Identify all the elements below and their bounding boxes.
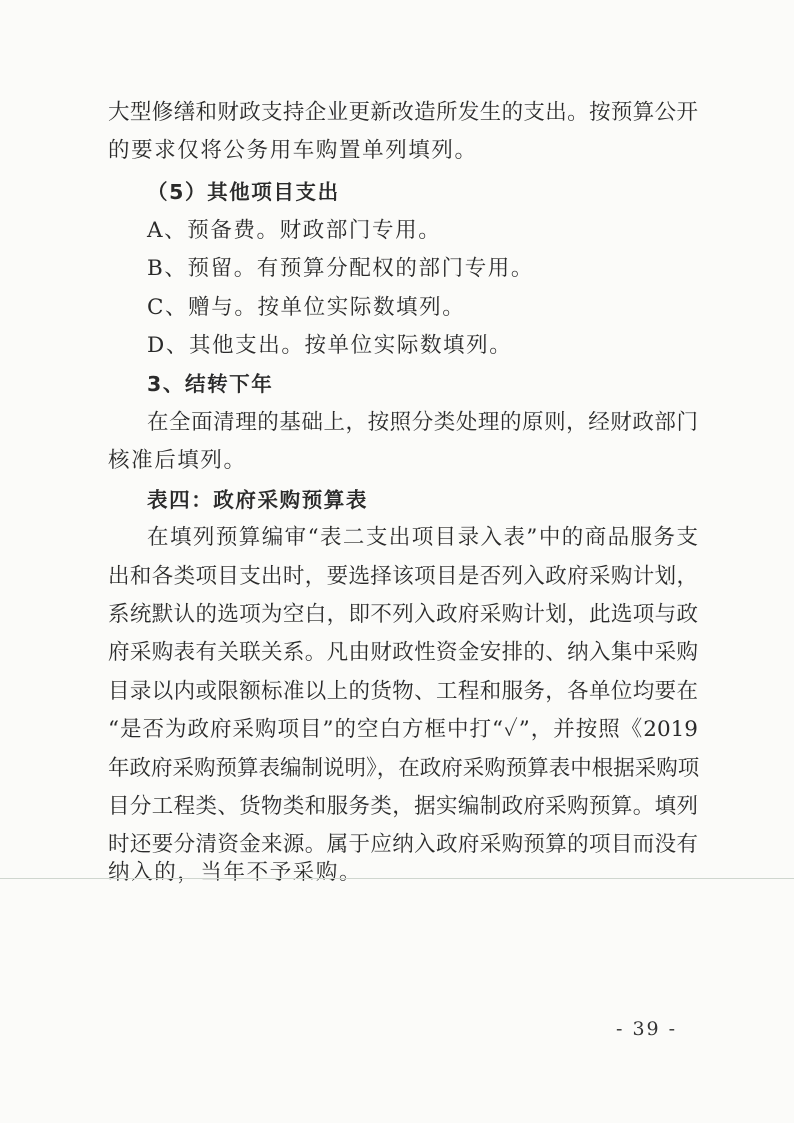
list-item-c: C、赠与。按单位实际数填列。 bbox=[147, 295, 466, 320]
paragraph-line: 目录以内或限额标准以上的货物、工程和服务，各单位均要在 bbox=[108, 679, 698, 704]
paragraph-line: 核准后填列。 bbox=[108, 448, 247, 473]
list-item-a: A、预备费。财政部门专用。 bbox=[147, 218, 442, 243]
paragraph-line: 在填列预算编审“表二支出项目录入表”中的商品服务支 bbox=[147, 525, 698, 550]
scan-divider-line bbox=[0, 878, 794, 879]
list-item-b: B、预留。有预算分配权的部门专用。 bbox=[147, 256, 535, 281]
paragraph-line: 府采购表有关联关系。凡由财政性资金安排的、纳入集中采购 bbox=[108, 640, 698, 665]
paragraph-line: 时还要分清资金来源。属于应纳入政府采购预算的项目而没有 bbox=[108, 832, 698, 857]
paragraph-line: 纳入的，当年不予采购。 bbox=[108, 860, 363, 885]
paragraph-line: 目分工程类、货物类和服务类，据实编制政府采购预算。填列 bbox=[108, 794, 698, 819]
section-heading-carryover: 3、结转下年 bbox=[147, 372, 274, 396]
section-heading-other-expenditure: （5）其他项目支出 bbox=[147, 180, 340, 204]
paragraph-line: 在全面清理的基础上，按照分类处理的原则，经财政部门 bbox=[147, 410, 698, 435]
page-number: - 39 - bbox=[616, 1018, 678, 1040]
list-item-d: D、其他支出。按单位实际数填列。 bbox=[147, 333, 513, 358]
paragraph-line: 大型修缮和财政支持企业更新改造所发生的支出。按预算公开 bbox=[108, 100, 698, 125]
paragraph-line: 出和各类项目支出时，要选择该项目是否列入政府采购计划， bbox=[108, 564, 698, 589]
paragraph-line: 年政府采购预算表编制说明》，在政府采购预算表中根据采购项 bbox=[108, 756, 700, 781]
paragraph-line: 的要求仅将公务用车购置单列填列。 bbox=[108, 138, 478, 163]
paragraph-line: “是否为政府采购项目”的空白方框中打“✓”，并按照《2019 bbox=[108, 717, 698, 742]
section-heading-table4: 表四：政府采购预算表 bbox=[147, 488, 368, 512]
paragraph-line: 系统默认的选项为空白，即不列入政府采购计划，此选项与政 bbox=[108, 602, 698, 627]
